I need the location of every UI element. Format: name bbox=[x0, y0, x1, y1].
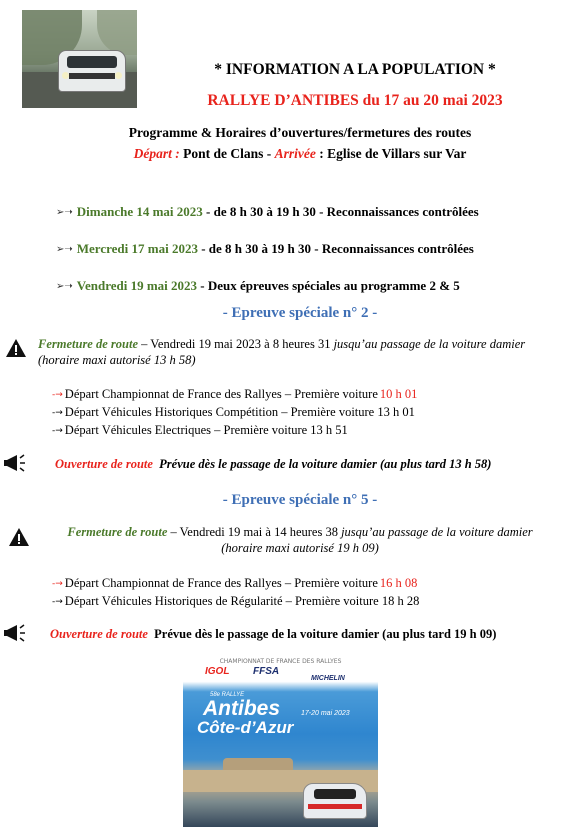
arrow-bullet-icon: -→ bbox=[52, 389, 63, 400]
programme-heading: Programme & Horaires d’ouvertures/fermetures des routes bbox=[128, 125, 472, 140]
sponsor-logo: FFSA bbox=[253, 666, 280, 677]
poster-edition: 58e RALLYE bbox=[210, 692, 245, 698]
megaphone-icon bbox=[3, 622, 31, 644]
warning-triangle-icon bbox=[5, 338, 27, 358]
schedule-item bbox=[56, 204, 479, 220]
es2-opening bbox=[55, 457, 491, 472]
rally-car-photo bbox=[22, 10, 137, 108]
departure-item bbox=[52, 423, 348, 438]
arrow-bullet-icon: ➢➝ bbox=[56, 280, 73, 292]
arrow-bullet-icon: -→ bbox=[52, 425, 63, 436]
poster-topline: CHAMPIONNAT DE FRANCE DES RALLYES bbox=[219, 658, 342, 665]
schedule-text: - de 8 h 30 à 19 h 30 - Reconnaissances contrôlées bbox=[202, 204, 479, 219]
es5-heading: - Epreuve spéciale n° 5 - bbox=[222, 492, 378, 508]
poster-title-line2: Côte-d’Azur bbox=[197, 718, 294, 737]
departure-time: 10 h 01 bbox=[379, 387, 418, 401]
arrow-bullet-icon: -→ bbox=[52, 596, 63, 607]
closure-text: – Vendredi 19 mai à 14 heures 38 bbox=[167, 525, 342, 539]
departure-text: Départ Véhicules Historiques de Régularité – Première voiture 18 h 28 bbox=[64, 594, 420, 608]
arrow-bullet-icon: ➢➝ bbox=[56, 206, 73, 218]
closure-italic: jusqu’au passage de la voiture damier (horaire maxi autorisé 19 h 09) bbox=[221, 525, 533, 555]
departure-text: Départ Véhicules Historiques Compétition – Première voiture 13 h 01 bbox=[64, 405, 415, 419]
opening-label: Ouverture de route bbox=[55, 457, 153, 471]
sponsor-logo: MICHELIN bbox=[311, 675, 345, 682]
opening-label: Ouverture de route bbox=[50, 627, 148, 641]
closure-text: – Vendredi 19 mai 2023 à 8 heures 31 bbox=[138, 337, 334, 351]
opening-text: Prévue dès le passage de la voiture damier (au plus tard 13 h 58) bbox=[159, 457, 492, 471]
closure-label: Fermeture de route bbox=[38, 337, 138, 351]
departure-text: Départ Championnat de France des Rallyes – Première voiture bbox=[64, 387, 378, 401]
warning-triangle-icon bbox=[8, 527, 30, 547]
closure-italic: jusqu’au passage de la voiture damier (horaire maxi autorisé 13 h 58) bbox=[38, 337, 526, 367]
departure-item bbox=[52, 576, 417, 591]
arrow-bullet-icon: ➢➝ bbox=[56, 243, 73, 255]
rally-car-illustration bbox=[58, 50, 126, 92]
rally-poster bbox=[183, 658, 378, 827]
departure-item bbox=[52, 594, 419, 609]
schedule-item bbox=[56, 241, 474, 257]
schedule-text: - de 8 h 30 à 19 h 30 - Reconnaissances contrôlées bbox=[197, 241, 474, 256]
depart-value: Pont de Clans - bbox=[179, 146, 275, 161]
departure-text: Départ Véhicules Electriques – Première voiture 13 h 51 bbox=[64, 423, 348, 437]
opening-text: Prévue dès le passage de la voiture damier (au plus tard 19 h 09) bbox=[154, 627, 497, 641]
depart-label: Départ : bbox=[133, 146, 180, 161]
departure-item bbox=[52, 405, 415, 420]
schedule-date: Vendredi 19 mai 2023 bbox=[76, 278, 198, 293]
arrivee-label: Arrivée bbox=[274, 146, 316, 161]
es2-heading: - Epreuve spéciale n° 2 - bbox=[222, 305, 378, 321]
arrow-bullet-icon: -→ bbox=[52, 407, 63, 418]
megaphone-icon bbox=[3, 452, 31, 474]
page-subtitle: RALLYE D’ANTIBES du 17 au 20 mai 2023 bbox=[207, 92, 503, 109]
closure-label: Fermeture de route bbox=[67, 525, 168, 539]
poster-title-line1: Antibes bbox=[203, 697, 281, 720]
schedule-item bbox=[56, 278, 460, 294]
es2-closure bbox=[38, 336, 548, 368]
rally-car-illustration bbox=[303, 783, 367, 819]
arrivee-value: : Eglise de Villars sur Var bbox=[315, 146, 467, 161]
es5-closure bbox=[55, 524, 545, 556]
departure-item bbox=[52, 387, 417, 402]
route-line bbox=[40, 146, 560, 162]
schedule-date: Mercredi 17 mai 2023 bbox=[76, 241, 198, 256]
poster-dates: 17-20 mai 2023 bbox=[301, 710, 350, 717]
departure-text: Départ Championnat de France des Rallyes – Première voiture bbox=[64, 576, 378, 590]
es5-opening bbox=[50, 627, 496, 642]
sponsor-logo: IGOL bbox=[205, 666, 230, 677]
arrow-bullet-icon: -→ bbox=[52, 578, 63, 589]
schedule-date: Dimanche 14 mai 2023 bbox=[76, 204, 203, 219]
page-title: * INFORMATION A LA POPULATION * bbox=[214, 61, 496, 78]
schedule-text: - Deux épreuves spéciales au programme 2 & 5 bbox=[197, 278, 460, 293]
departure-time: 16 h 08 bbox=[379, 576, 418, 590]
